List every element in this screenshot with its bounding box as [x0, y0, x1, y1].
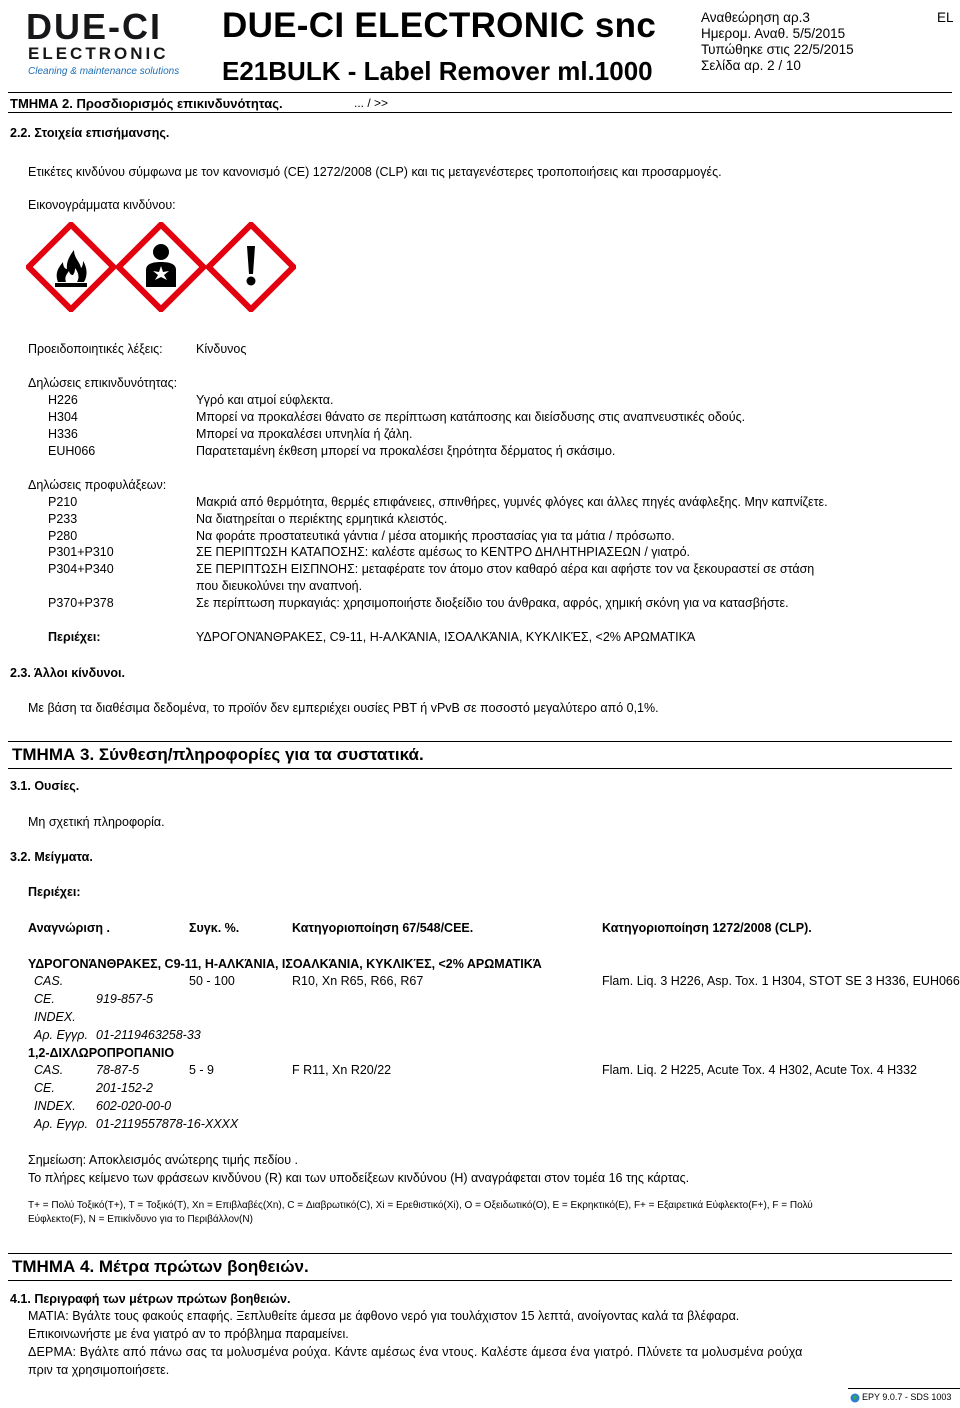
legend-line-2: Εύφλεκτο(F), N = Επικίνδυνο για το Περιβάλλον(N): [28, 1214, 253, 1225]
precaution-text: Σε περίπτωση πυρκαγιάς: χρησιμοποιήστε διοξείδιο του άνθρακα, αφρός, χημική σκόνη για να κατασβήστε.: [196, 596, 789, 610]
company-name: DUE-CI ELECTRONIC snc: [222, 6, 657, 45]
revision-date: Ημερομ. Αναθ. 5/5/2015: [701, 26, 846, 41]
section4-title: ΤΜΗΜΑ 4. Μέτρα πρώτων βοηθειών.: [12, 1257, 309, 1276]
header: [8, 4, 952, 93]
precaution-text-cont: που διευκολύνει την αναπνοή.: [196, 579, 363, 593]
no-info-text: Μη σχετική πληροφορία.: [28, 815, 165, 829]
reg-label: Αρ. Εγγρ.: [34, 1028, 88, 1042]
pictograms-label: Εικονογράμματα κινδύνου:: [28, 198, 176, 212]
precaution-code: P301+P310: [48, 545, 114, 559]
hazard-code: H336: [48, 427, 78, 441]
eyes-text-cont: Επικοινωνήστε με ένα γιατρό αν το πρόβλημα παραμείνει.: [28, 1327, 349, 1341]
subsection-2-3: 2.3. Άλλοι κίνδυνοι.: [10, 666, 126, 680]
footer-divider: [848, 1388, 960, 1389]
hazard-text: Παρατεταμένη έκθεση μπορεί να προκαλέσει ξηρότητα δέρματος ή σκάσιμο.: [196, 444, 616, 458]
mixture-contains-label: Περιέχει:: [28, 885, 81, 899]
subsection-4-1: 4.1. Περιγραφή των μέτρων πρώτων βοηθειών.: [10, 1292, 291, 1306]
cas-label: CAS.: [34, 974, 64, 988]
concentration: 5 - 9: [189, 1063, 215, 1077]
column-header: Αναγνώριση .: [28, 921, 111, 935]
precaution-code: P280: [48, 529, 78, 543]
classification-67-548: R10, Xn R65, R66, R67: [292, 974, 424, 988]
contains-value: ΥΔΡΟΓΟΝΆΝΘΡΑΚΕΣ, C9-11, Η-ΑΛΚΆΝΙΑ, ΙΣΟΑΛΚΆΝΙΑ, ΚΥΚΛΙΚΈΣ, <2% ΑΡΩΜΑΤΙΚΆ: [196, 630, 696, 644]
legend-line-1: T+ = Πολύ Τοξικό(T+), T = Τοξικό(T), Xn = Επιβλαβές(Xn), C = Διαβρωτικό(C), Xi = Ερεθιστικό(Xi), O = Οξειδωτικό(O), E = Εκρηκτικό(E), F+ = Εξαιρετικά Εύφλεκτο(F+), F = Πολύ: [28, 1200, 813, 1211]
precaution-text: Να φοράτε προστατευτικά γάντια / μέσα ατομικής προστασίας για τα μάτια / πρόσωπο.: [196, 529, 675, 543]
classification-clp: Flam. Liq. 2 H225, Acute Tox. 4 H302, Acute Tox. 4 H332: [602, 1063, 918, 1077]
ce-number: 919-857-5: [96, 992, 153, 1006]
section3-title: ΤΜΗΜΑ 3. Σύνθεση/πληροφορίες για τα συστατικά.: [12, 745, 424, 764]
signal-word-value: Κίνδυνος: [196, 342, 247, 356]
cas-label: CAS.: [34, 1063, 64, 1077]
index-label: INDEX.: [34, 1099, 76, 1113]
ce-label: CE.: [34, 992, 55, 1006]
health-hazard-pictogram-icon: [116, 222, 206, 312]
signal-word-label: Προειδοποιητικές λέξεις:: [28, 342, 163, 356]
hazard-text: Μπορεί να προκαλέσει θάνατο σε περίπτωση κατάποσης και διείσδυσης στις αναπνευστικές οδούς.: [196, 410, 746, 424]
skin-text-cont: πριν τα χρησιμοποιήσετε.: [28, 1363, 170, 1377]
reg-number: 01-2119557878-16-XXXX: [96, 1117, 239, 1131]
index-label: INDEX.: [34, 1010, 76, 1024]
reg-label: Αρ. Εγγρ.: [34, 1117, 88, 1131]
substance-name: 1,2-ΔΙΧΛΩΡΟΠΡΟΠΑΝΙΟ: [28, 1046, 175, 1060]
flame-pictogram-icon: [26, 222, 116, 312]
logo: [26, 6, 196, 88]
continuation-mark: ... / >>: [354, 96, 389, 110]
hazard-statements-label: Δηλώσεις επικινδυνότητας:: [28, 376, 178, 390]
print-date: Τυπώθηκε στις 22/5/2015: [701, 42, 854, 57]
hazard-code: H226: [48, 393, 78, 407]
labels-text: Ετικέτες κινδύνου σύμφωνα με τον κανονισμό (CE) 1272/2008 (CLP) και τις μεταγενέστερες τροποποιήσεις και προσαρμογές.: [28, 165, 722, 179]
precaution-code: P304+P340: [48, 562, 114, 576]
substance-name: ΥΔΡΟΓΟΝΆΝΘΡΑΚΕΣ, C9-11, Η-ΑΛΚΆΝΙΑ, ΙΣΟΑΛΚΆΝΙΑ, ΚΥΚΛΙΚΈΣ, <2% ΑΡΩΜΑΤΙΚΆ: [28, 957, 542, 971]
logo-sub: ELECTRONIC: [28, 44, 169, 63]
precaution-code: P210: [48, 495, 78, 509]
precaution-code: P370+P378: [48, 596, 114, 610]
subsection-3-1: 3.1. Ουσίες.: [10, 779, 80, 793]
revision-number: Αναθεώρηση αρ.3: [701, 10, 810, 25]
index-number: 602-020-00-0: [96, 1099, 172, 1113]
page-number: Σελίδα αρ. 2 / 10: [701, 58, 801, 73]
note-text: Σημείωση: Αποκλεισμός ανώτερης τιμής πεδίου .: [28, 1153, 299, 1167]
globe-icon: [850, 1393, 860, 1403]
precaution-text: ΣΕ ΠΕΡΙΠΤΩΣΗ ΚΑΤΑΠΟΣΗΣ: καλέστε αμέσως το ΚΕΝΤΡΟ ΔΗΛΗΤΗΡΙΑΣΕΩΝ / γιατρό.: [196, 545, 691, 559]
revision-block: [701, 10, 854, 74]
classification-67-548: F R11, Xn R20/22: [292, 1063, 392, 1077]
classification-clp: Flam. Liq. 3 H226, Asp. Tox. 1 H304, STOT SE 3 H336, EUH066: [602, 974, 960, 988]
reg-number: 01-2119463258-33: [96, 1028, 201, 1042]
precaution-text: ΣΕ ΠΕΡΙΠΤΩΣΗ ΕΙΣΠΝΟΗΣ: μεταφέρατε τον άτομο στον καθαρό αέρα και αφήστε τον να ξεκουραστεί σε στάση: [196, 562, 815, 576]
section2-title: ΤΜΗΜΑ 2. Προσδιορισμός επικινδυνότητας.: [10, 96, 283, 111]
hazard-code: H304: [48, 410, 78, 424]
footer-version: EPY 9.0.7 - SDS 1003: [862, 1392, 952, 1402]
column-header: Κατηγοριοποίηση 1272/2008 (CLP).: [602, 921, 812, 935]
hazard-code: EUH066: [48, 444, 96, 458]
language-code: EL: [937, 10, 954, 25]
hazard-text: Μπορεί να προκαλέσει υπνηλία ή ζάλη.: [196, 427, 413, 441]
precaution-text: Μακριά από θερμότητα, θερμές επιφάνειες, σπινθήρες, γυμνές φλόγες και άλλες πηγές ανάφλεξης. Μην καπνίζετε.: [196, 495, 828, 509]
hazard-text: Υγρό και ατμοί εύφλεκτα.: [196, 393, 334, 407]
full-text-reference: Το πλήρες κείμενο των φράσεων κινδύνου (R) και των υποδείξεων κινδύνου (H) αναγράφεται στον τομέα 16 της κάρτας.: [28, 1171, 690, 1185]
column-header: Κατηγοριοποίηση 67/548/CEE.: [292, 921, 474, 935]
subsection-3-2: 3.2. Μείγματα.: [10, 850, 93, 864]
ce-label: CE.: [34, 1081, 55, 1095]
logo-main: DUE-CI: [26, 6, 162, 47]
precaution-code: P233: [48, 512, 78, 526]
section3-header: [8, 741, 952, 769]
ce-number: 201-152-2: [96, 1081, 153, 1095]
precaution-statements-label: Δηλώσεις προφυλάξεων:: [28, 478, 167, 492]
contains-label: Περιέχει:: [48, 630, 101, 644]
divider: [8, 112, 952, 113]
precaution-text: Να διατηρείται ο περιέκτης ερμητικά κλειστός.: [196, 512, 448, 526]
subsection-2-2: 2.2. Στοιχεία επισήμανσης.: [10, 126, 170, 140]
other-hazards-text: Με βάση τα διαθέσιμα δεδομένα, το προϊόν δεν εμπεριέχει ουσίες PBT ή vPvB σε ποσοστό μεγαλύτερο από 0,1%.: [28, 701, 659, 715]
logo-tagline: Cleaning & maintenance solutions: [28, 66, 180, 77]
eyes-text: ΜΑΤΙΑ: Βγάλτε τους φακούς επαφής. Ξεπλυθείτε άμεσα με άφθονο νερό για τουλάχιστον 15 λεπτά, ανοίγοντας καλά τα βλέφαρα.: [28, 1309, 740, 1323]
exclamation-pictogram-icon: [206, 222, 296, 312]
section4-header: [8, 1253, 952, 1281]
cas-number: 78-87-5: [96, 1063, 140, 1077]
concentration: 50 - 100: [189, 974, 235, 988]
skin-text: ΔΕΡΜΑ: Βγάλτε από πάνω σας τα μολυσμένα ρούχα. Κάντε αμέσως ένα ντους. Καλέστε άμεσα ένα γιατρό. Πλύνετε τα μολυσμένα ρούχα: [28, 1345, 803, 1359]
column-header: Συγκ. %.: [189, 921, 240, 935]
product-name: E21BULK - Label Remover ml.1000: [222, 56, 653, 86]
